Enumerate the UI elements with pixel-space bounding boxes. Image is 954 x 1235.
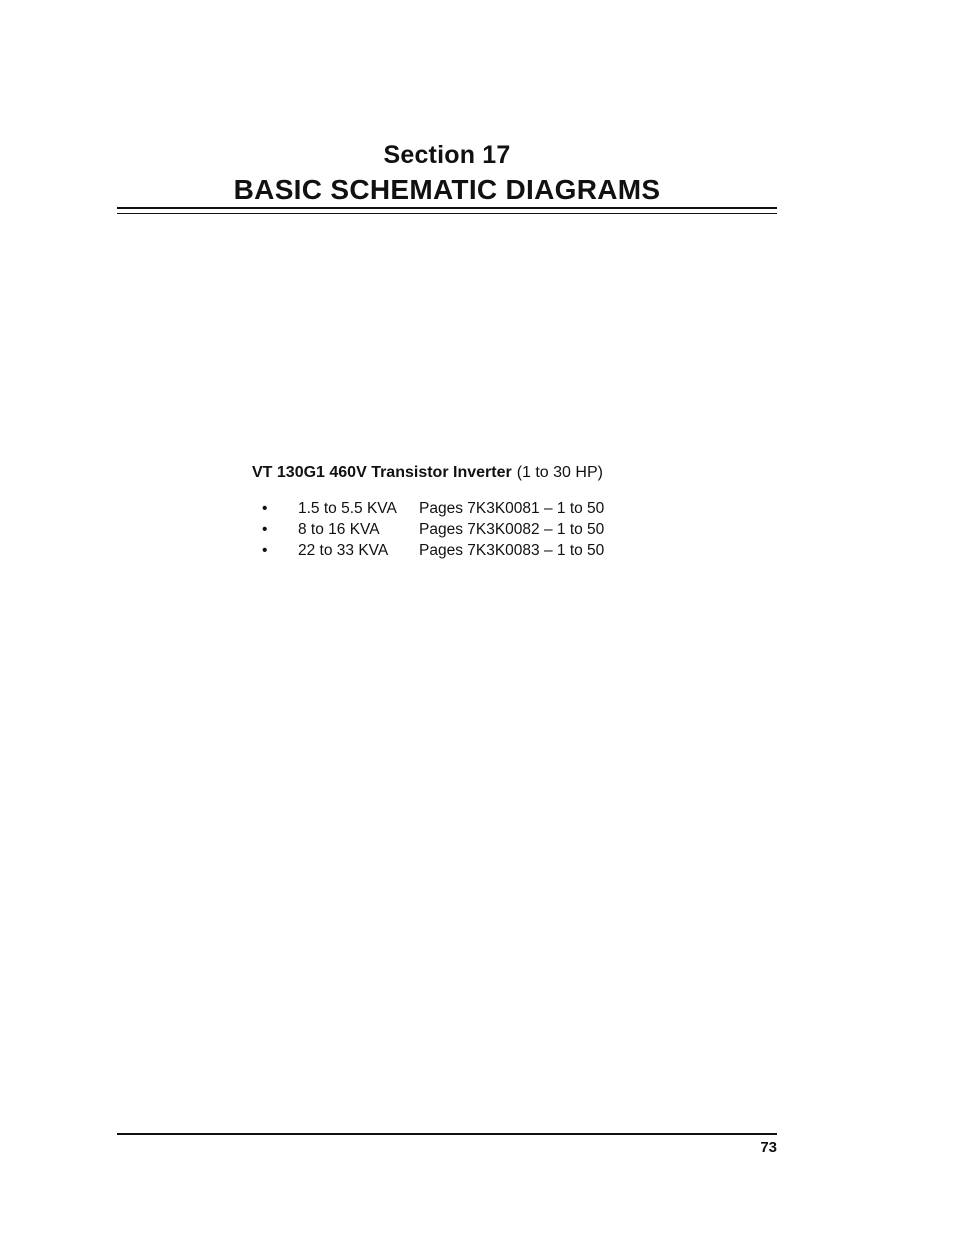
list-item [252, 498, 772, 519]
page-reference: Pages 7K3K0082 – 1 to 50 [419, 521, 605, 538]
bullet-icon: • [262, 521, 268, 538]
main-content [252, 462, 772, 561]
product-heading [252, 462, 772, 484]
kva-range: 8 to 16 KVA [298, 521, 380, 538]
bullet-icon: • [262, 542, 268, 559]
list-item [252, 540, 772, 561]
product-heading-main: VT 130G1 460V Transistor Inverter [252, 464, 512, 481]
header-double-rule [117, 207, 777, 214]
bullet-icon: • [262, 500, 268, 517]
kva-range-list [252, 498, 772, 561]
page-number: 73 [760, 1139, 777, 1156]
section-number: Section 17 [383, 141, 511, 169]
kva-range: 1.5 to 5.5 KVA [298, 500, 397, 517]
footer-rule [117, 1133, 777, 1135]
section-title: BASIC SCHEMATIC DIAGRAMS [233, 174, 661, 205]
kva-range: 22 to 33 KVA [298, 542, 389, 559]
section-header [117, 140, 777, 208]
page-reference: Pages 7K3K0083 – 1 to 50 [419, 542, 605, 559]
list-item [252, 519, 772, 540]
page-reference: Pages 7K3K0081 – 1 to 50 [419, 500, 605, 517]
product-heading-range: (1 to 30 HP) [516, 464, 603, 481]
